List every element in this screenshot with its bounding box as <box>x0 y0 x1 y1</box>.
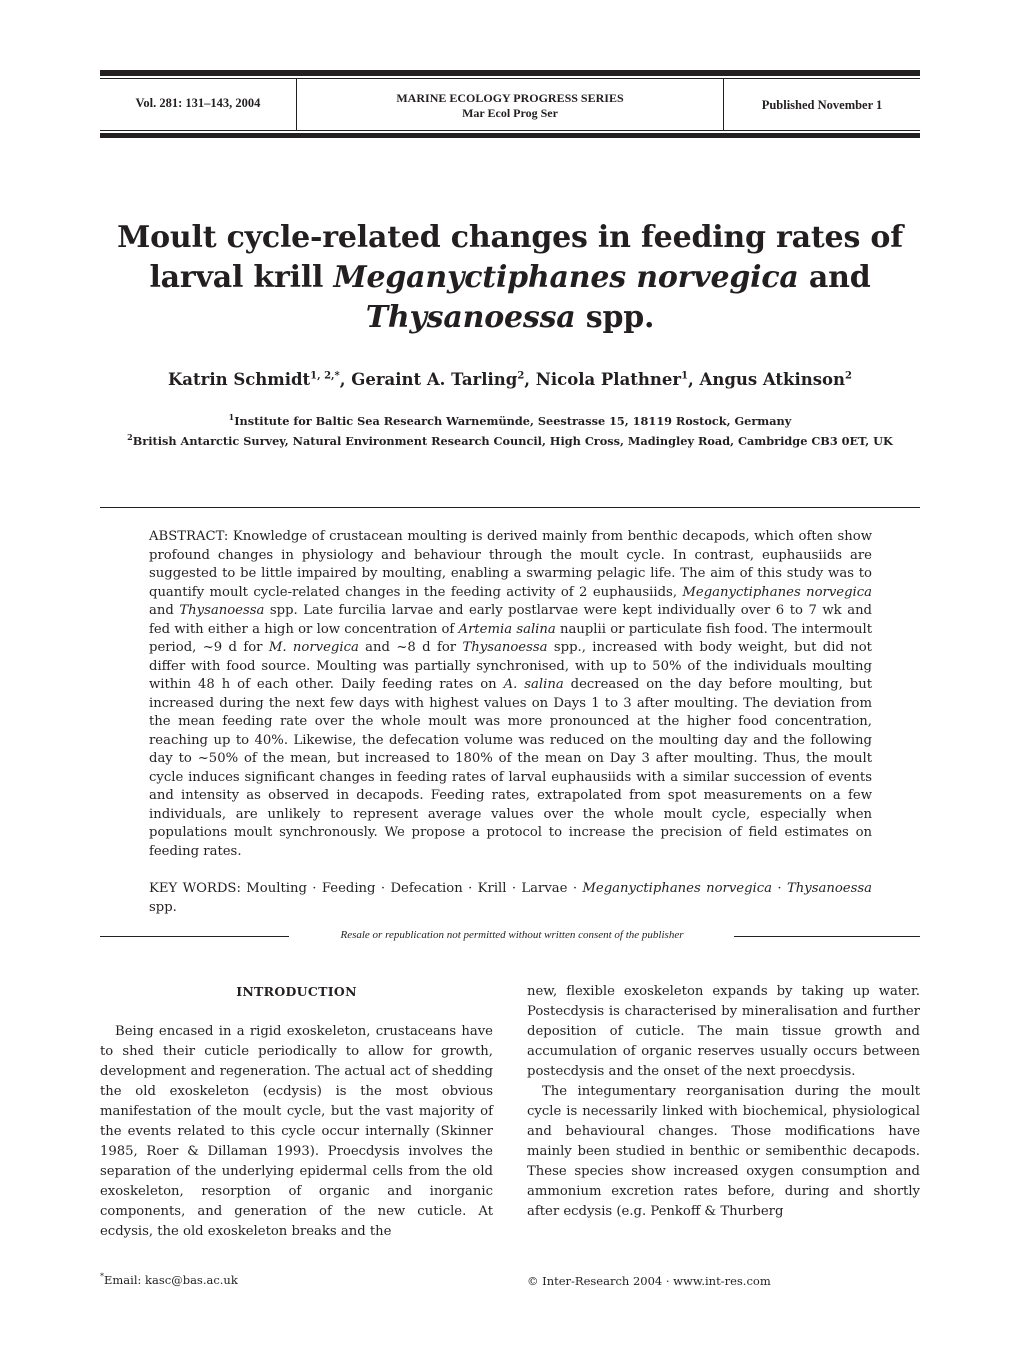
author: Angus Atkinson$^2$ <box>699 370 853 389</box>
title-line-3: Thysanoessa spp. <box>365 300 655 335</box>
abstract-top-rule <box>100 507 920 508</box>
volume-info: Vol. 281: 131–143, 2004 <box>135 96 261 110</box>
author: Geraint A. Tarling$^2$, <box>351 370 536 389</box>
column-right <box>527 982 920 1222</box>
header-rule-thin <box>100 78 920 79</box>
copyright-notice: © Inter-Research 2004 · www.int-res.com <box>527 1274 771 1288</box>
column-left <box>100 982 493 1242</box>
header-rule-thick <box>100 70 920 76</box>
title-line-2: larval krill Meganyctiphanes norvegica and <box>149 260 871 295</box>
author: Katrin Schmidt$^{1, 2,*}$, <box>167 370 352 389</box>
publication-date: Published November 1 <box>761 98 883 112</box>
author-list <box>100 370 920 389</box>
title-line-1: Moult cycle-related changes in feeding rates of <box>117 220 903 255</box>
corresponding-email: *Email: kasc@bas.ac.uk <box>100 1272 238 1287</box>
article-title <box>100 218 920 338</box>
series-name: MARINE ECOLOGY PROGRESS SERIES <box>396 91 624 105</box>
intro-paragraph-3: The integumentary reorganisation during the moult cycle is necessarily linked with biochemical, physiological and behavioural changes. Those modifications have mainly been studied in benthic or semibenthic decapods. These species show increased oxygen consumption and ammonium excretion rates before, during and shortly after ecdysis (e.g. Penkoff & Thurberg <box>527 1084 920 1219</box>
abstract: ABSTRACT: Knowledge of crustacean moulting is derived mainly from benthic decapods, which often show profound changes in physiology and behaviour through the moult cycle. In contrast, euphausiids are suggested to be little impaired by moulting, enabling a swarming pelagic life. The aim of this study was to quantify moult cycle-related changes in the feeding activity of 2 euphausiids, Meganyctiphanes norvegica and Thysanoessa spp. Late furcilia larvae and early postlarvae were kept individually over 6 to 7 wk and fed with either a high or low concentration of Artemia salina nauplii or particulate fish food. The intermoult period, ~9 d for M. norvegica and ~8 d for Thysanoessa spp., increased with body weight, but did not differ with food source. Moulting was partially synchronised, with up to 50% of the individuals moulting within 48 h of each other. Daily feeding rates on A. salina decreased on the day before moulting, but increased during the next few days with highest values on Days 1 to 3 after moulting. The deviation from the mean feeding rate over the whole moult was more pronounced at the higher food concentration, reaching up to 40%. Likewise, the defecation volume was reduced on the moulting day and the following day to ~50% of the mean, but increased to 180% of the mean on Day 3 after moulting. Thus, the moult cycle induces significant changes in feeding rates of larval euphausiids with a similar succession of events and intensity as observed in decapods. Feeding rates, extrapolated from spot measurements on a few individuals, are unlikely to represent average values over the whole moult cycle, especially when populations moult synchronously. We propose a protocol to increase the precision of field estimates on feeding rates. <box>149 529 872 859</box>
resale-notice: Resale or republication not permitted without written consent of the publisher <box>100 929 920 945</box>
header-rule-bottom-thin <box>100 130 920 131</box>
section-heading-introduction: INTRODUCTION <box>236 984 357 999</box>
keywords: KEY WORDS: Moulting · Feeding · Defecation · Krill · Larvae · Meganyctiphanes norvegica · Thysanoessa spp. <box>149 881 872 915</box>
title-species: Meganyctiphanes norvegica <box>333 260 799 295</box>
journal-name <box>297 91 723 121</box>
header-rule-bottom-thick <box>100 133 920 138</box>
affiliation-1: $^1$Institute for Baltic Sea Research Warnemünde, Seestrasse 15, 18119 Rostock, Germany <box>228 412 792 428</box>
intro-paragraph-2: new, flexible exoskeleton expands by taking up water. Postecdysis is characterised by mineralisation and further deposition of cuticle. The main tissue growth and accumulation of organic reserves usually occurs between postecdysis and the onset of the next proecdysis. <box>527 984 920 1079</box>
title-genus: Thysanoessa <box>365 300 576 335</box>
intro-paragraph-1: Being encased in a rigid exoskeleton, crustaceans have to shed their cuticle periodically to allow for growth, development and regeneration. The actual act of shedding the old exoskeleton (ecdysis) is the most obvious manifestation of the moult cycle, but the vast majority of the events related to this cycle occur internally (Skinner 1985, Roer & Dillaman 1993). Proecdysis involves the separation of the underlying epidermal cells from the old exoskeleton, resorption of organic and inorganic components, and generation of the new cuticle. At ecdysis, the old exoskeleton breaks and the <box>100 1024 493 1239</box>
affiliation-2: $^2$British Antarctic Survey, Natural Environment Research Council, High Cross, Madingley Road, Cambridge CB3 0ET, UK <box>127 432 893 448</box>
series-abbr: Mar Ecol Prog Ser <box>462 106 558 120</box>
keywords-label: KEY WORDS: <box>149 881 241 896</box>
author: Nicola Plathner$^1$, <box>535 370 700 389</box>
